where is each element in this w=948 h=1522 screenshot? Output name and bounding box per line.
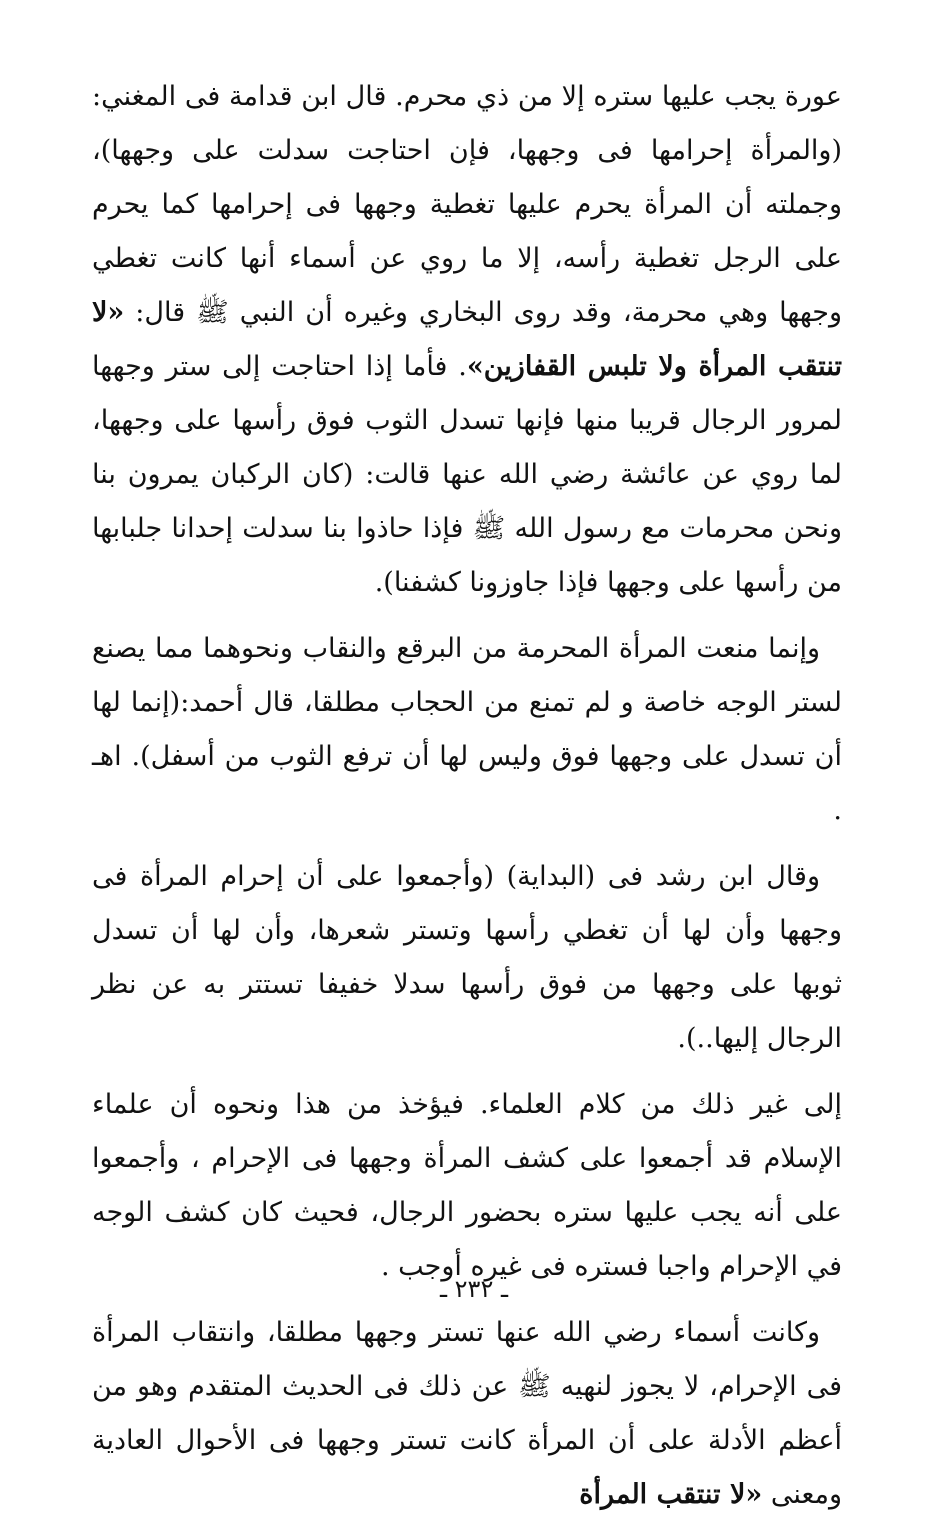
paragraph-2-text: وإنما منعت المرأة المحرمة من البرقع والنقاب ونحوهما مما يصنع لستر الوجه خاصة و لم تمنع من الحجاب مطلقا، قال أحمد:(إنما لها أن تسدل على وجهها فوق وليس لها أن ترفع الثوب من أسفل). اهـ .	[92, 633, 842, 826]
paragraph-5	[92, 1306, 842, 1522]
paragraph-1-text: عورة يجب عليها ستره إلا من ذي محرم. قال ابن قدامة فى المغني:(والمرأة إحرامها فى وجهها، فإن احتاجت سدلت على وجهها)، وجملته أن المرأة يحرم عليها تغطية وجهها فى إحرامها كما يحرم على الرجل تغطية رأسه، إلا ما روي عن أسماء أنها كانت تغطي وجهها وهي محرمة، وقد روى البخاري وغيره أن النبي ﷺ قال:	[92, 81, 842, 328]
hadith-quote: «لا تنتقب المرأة ولا تلبس القفازين»	[92, 297, 842, 382]
hadith-quote-partial: «لا تنتقب المرأة	[579, 1479, 763, 1510]
paragraph-4-text: إلى غير ذلك من كلام العلماء. فيؤخذ من هذا ونحوه أن علماء الإسلام قد أجمعوا على كشف المرأة وجهها فى الإحرام ، وأجمعوا على أنه يجب عليها ستره بحضور الرجال، فحيث كان كشف الوجه في الإحرام واجبا فستره فى غيره أوجب .	[92, 1089, 842, 1282]
paragraph-3-text: وقال ابن رشد فى (البداية) (وأجمعوا على أن إحرام المرأة فى وجهها وأن لها أن تغطي رأسها وتستر شعرها، وأن لها أن تسدل ثوبها على وجهها من فوق رأسها سدلا خفيفا تستتر به عن نظر الرجال إليها..).	[92, 861, 842, 1054]
page-number: ـ ٢٣٢ ـ	[439, 1275, 508, 1303]
paragraph-1-text-continued: . فأما إذا احتاجت إلى ستر وجهها لمرور الرجال قريبا منها فإنها تسدل الثوب فوق رأسها على وجهها، لما روي عن عائشة رضي الله عنها قالت: (كان الركبان يمرون بنا ونحن محرمات مع رسول الله ﷺ فإذا حاذوا بنا سدلت إحدانا جلبابها من رأسها على وجهها فإذا جاوزونا كشفنا).	[92, 351, 842, 598]
page-text-block	[92, 70, 842, 1522]
paragraph-5-text: وكانت أسماء رضي الله عنها تستر وجهها مطلقا، وانتقاب المرأة فى الإحرام، لا يجوز لنهيه ﷺ عن ذلك فى الحديث المتقدم وهو من أعظم الأدلة على أن المرأة كانت تستر وجهها فى الأحوال العادية ومعنى	[92, 1317, 842, 1510]
paragraph-1	[92, 70, 842, 610]
paragraph-4	[92, 1078, 842, 1294]
paragraph-3	[92, 850, 842, 1066]
paragraph-2	[92, 622, 842, 838]
